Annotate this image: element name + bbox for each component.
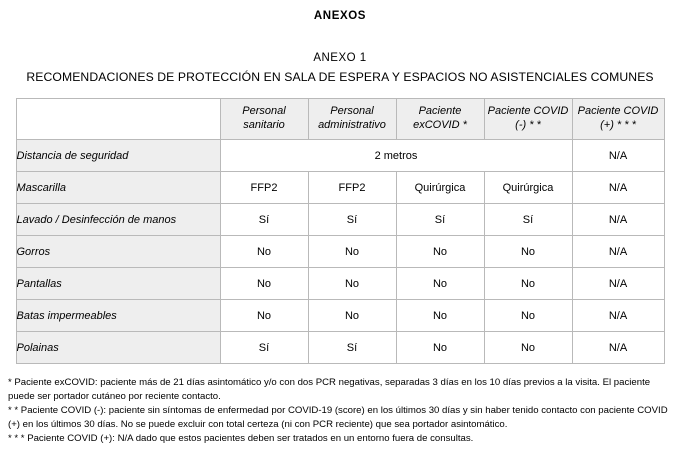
row-label-distancia-de-seguridad: Distancia de seguridad [16, 140, 220, 172]
cell-batas-personal-sanitario: No [220, 300, 308, 332]
row-label-batas-impermeables: Batas impermeables [16, 300, 220, 332]
cell-batas-paciente-excovid: No [396, 300, 484, 332]
cell-polainas-personal-administrativo: Sí [308, 332, 396, 364]
cell-mascarilla-personal-sanitario: FFP2 [220, 172, 308, 204]
column-header-paciente-covid-negativo: Paciente COVID (-) * * [484, 99, 572, 140]
cell-lavado-personal-administrativo: Sí [308, 204, 396, 236]
column-header-personal-sanitario: Personal sanitario [220, 99, 308, 140]
cell-gorros-personal-sanitario: No [220, 236, 308, 268]
cell-gorros-paciente-covid-negativo: No [484, 236, 572, 268]
cell-polainas-paciente-excovid: No [396, 332, 484, 364]
protection-recommendations-table [16, 98, 665, 364]
table-header-row [16, 99, 664, 140]
table-row [16, 140, 664, 172]
table-corner-cell [16, 99, 220, 140]
cell-mascarilla-paciente-covid-negativo: Quirúrgica [484, 172, 572, 204]
column-header-personal-administrativo: Personal administrativo [308, 99, 396, 140]
footnotes [8, 376, 672, 446]
table-row [16, 268, 664, 300]
annex-label: ANEXO 1 [313, 52, 367, 64]
cell-lavado-personal-sanitario: Sí [220, 204, 308, 236]
table-row [16, 204, 664, 236]
cell-polainas-paciente-covid-negativo: No [484, 332, 572, 364]
row-label-lavado-desinfeccion-de-manos: Lavado / Desinfección de manos [16, 204, 220, 236]
cell-distancia-covid-positivo: N/A [572, 140, 664, 172]
table-row [16, 236, 664, 268]
cell-batas-personal-administrativo: No [308, 300, 396, 332]
document-page [0, 10, 680, 468]
footnote-covid-negativo: * * Paciente COVID (-): paciente sin síntomas de enfermedad por COVID-19 (score) en los últimos 30 días y sin haber tenido contacto con paciente COVID (+) en los últimos 30 días. No se puede excluir con total certeza (ni con PCR reciente) que sea portador asintomático. [8, 405, 668, 430]
cell-lavado-paciente-covid-positivo: N/A [572, 204, 664, 236]
column-header-paciente-covid-positivo: Paciente COVID (+) * * * [572, 99, 664, 140]
cell-batas-paciente-covid-positivo: N/A [572, 300, 664, 332]
footnote-excovid: * Paciente exCOVID: paciente más de 21 días asintomático y/o con dos PCR negativas, separadas 3 días en los 10 días previos a la visita. El paciente puede ser portador cutáneo por reciente contacto. [8, 377, 651, 402]
row-label-polainas: Polainas [16, 332, 220, 364]
cell-pantallas-paciente-excovid: No [396, 268, 484, 300]
document-title: ANEXOS [313, 10, 367, 22]
cell-distancia-merged: 2 metros [220, 140, 572, 172]
cell-polainas-paciente-covid-positivo: N/A [572, 332, 664, 364]
cell-lavado-paciente-covid-negativo: Sí [484, 204, 572, 236]
table-row [16, 300, 664, 332]
cell-lavado-paciente-excovid: Sí [396, 204, 484, 236]
cell-mascarilla-paciente-covid-positivo: N/A [572, 172, 664, 204]
row-label-pantallas: Pantallas [16, 268, 220, 300]
cell-gorros-personal-administrativo: No [308, 236, 396, 268]
table-row [16, 172, 664, 204]
cell-polainas-personal-sanitario: Sí [220, 332, 308, 364]
column-header-paciente-excovid: Paciente exCOVID * [396, 99, 484, 140]
cell-pantallas-personal-administrativo: No [308, 268, 396, 300]
cell-pantallas-paciente-covid-positivo: N/A [572, 268, 664, 300]
cell-batas-paciente-covid-negativo: No [484, 300, 572, 332]
table-row [16, 332, 664, 364]
cell-mascarilla-paciente-excovid: Quirúrgica [396, 172, 484, 204]
cell-gorros-paciente-excovid: No [396, 236, 484, 268]
footnote-covid-positivo: * * * Paciente COVID (+): N/A dado que estos pacientes deben ser tratados en un entorno fuera de consultas. [8, 433, 474, 445]
cell-pantallas-paciente-covid-negativo: No [484, 268, 572, 300]
row-label-mascarilla: Mascarilla [16, 172, 220, 204]
annex-subtitle: RECOMENDACIONES DE PROTECCIÓN EN SALA DE ESPERA Y ESPACIOS NO ASISTENCIALES COMUNES [26, 70, 654, 84]
row-label-gorros: Gorros [16, 236, 220, 268]
cell-pantallas-personal-sanitario: No [220, 268, 308, 300]
cell-gorros-paciente-covid-positivo: N/A [572, 236, 664, 268]
cell-mascarilla-personal-administrativo: FFP2 [308, 172, 396, 204]
